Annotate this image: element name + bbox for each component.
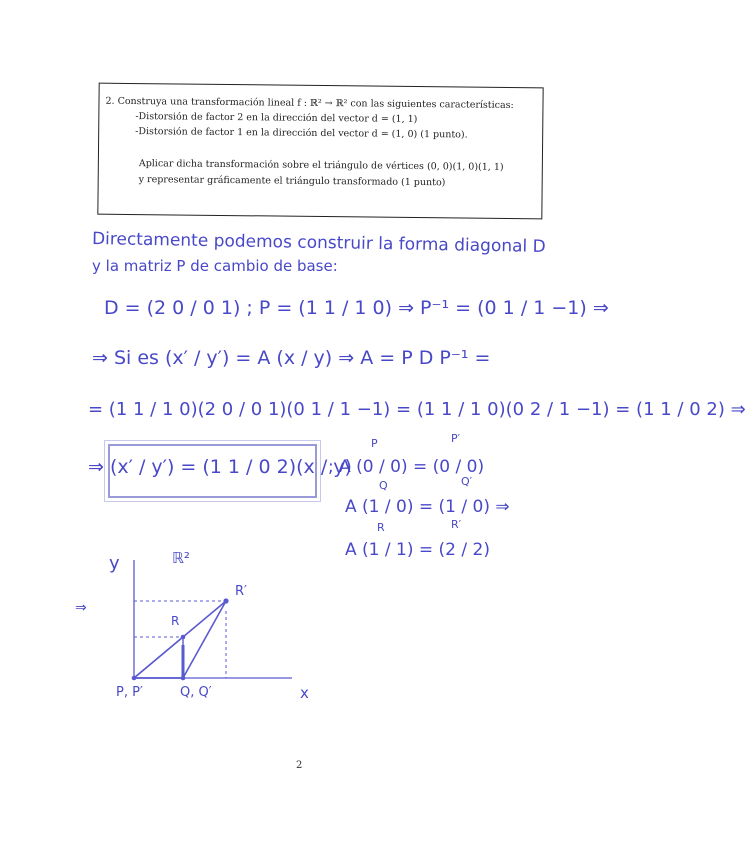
image-of-r: A (1 / 1) = (2 / 2)	[345, 540, 490, 560]
graph-arrow: ⇒	[75, 600, 87, 616]
point-r	[181, 635, 186, 640]
point-p	[132, 676, 137, 681]
equation-boxed-transform: ⇒ (x′ / y′) = (1 1 / 0 2)(x / y)	[88, 456, 352, 478]
problem-line-1: 2. Construya una transformación lineal f : ℝ² → ℝ² con las siguientes características:	[105, 95, 514, 112]
graph-y-label: y	[109, 553, 120, 574]
point-q	[181, 676, 186, 681]
equation-d-p-pinv: D = (2 0 / 0 1) ; P = (1 1 / 1 0) ⇒ P⁻¹ = (0 1 / 1 −1) ⇒	[104, 297, 609, 319]
graph-label-q-q-prime: Q, Q′	[180, 685, 212, 700]
graph-x-label: x	[300, 684, 309, 702]
label-r-above: R	[377, 521, 385, 534]
problem-line-2: -Distorsión de factor 2 en la dirección del vector d = (1, 1)	[135, 111, 418, 126]
label-q-above: Q	[379, 479, 388, 492]
image-of-q: A (1 / 0) = (1 / 0) ⇒	[345, 497, 510, 517]
intro-line-2: y la matriz P de cambio de base:	[92, 257, 338, 275]
points-note: (1 punto).	[420, 129, 468, 141]
equation-a-product: = (1 1 / 1 0)(2 0 / 0 1)(0 1 / 1 −1) = (1 1 / 1 0)(0 2 / 1 −1) = (1 1 / 0 2) ⇒	[88, 399, 746, 420]
graph-label-r-prime: R′	[235, 584, 247, 599]
equation-a-definition: ⇒ Si es (x′ / y′) = A (x / y) ⇒ A = P D P⁻¹ =	[92, 347, 491, 369]
graph-space-label: ℝ²	[172, 549, 190, 567]
label-q-prime-above: Q′	[461, 475, 473, 488]
point-r-prime	[223, 598, 228, 603]
intro-line-1: Directamente podemos construir la forma diagonal D	[91, 229, 546, 257]
label-p-above: P	[371, 437, 378, 450]
label-r-prime-above: R′	[451, 518, 462, 531]
problem-line-5: y representar gráficamente el triángulo transformado (1 punto)	[138, 174, 446, 189]
problem-line-3: -Distorsión de factor 1 en la dirección del vector d = (1, 0) (1 punto).	[135, 126, 468, 141]
graph-label-p-p-prime: P, P′	[116, 685, 143, 700]
transformed-triangle	[134, 601, 226, 678]
image-of-p: ; A (0 / 0) = (0 / 0)	[328, 457, 485, 477]
problem-line-4: Aplicar dicha transformación sobre el triángulo de vértices (0, 0)(1, 0)(1, 1)	[138, 158, 504, 173]
label-p-prime-above: P′	[451, 432, 461, 445]
graph-label-r: R	[171, 614, 180, 628]
page-number: 2	[296, 760, 303, 771]
